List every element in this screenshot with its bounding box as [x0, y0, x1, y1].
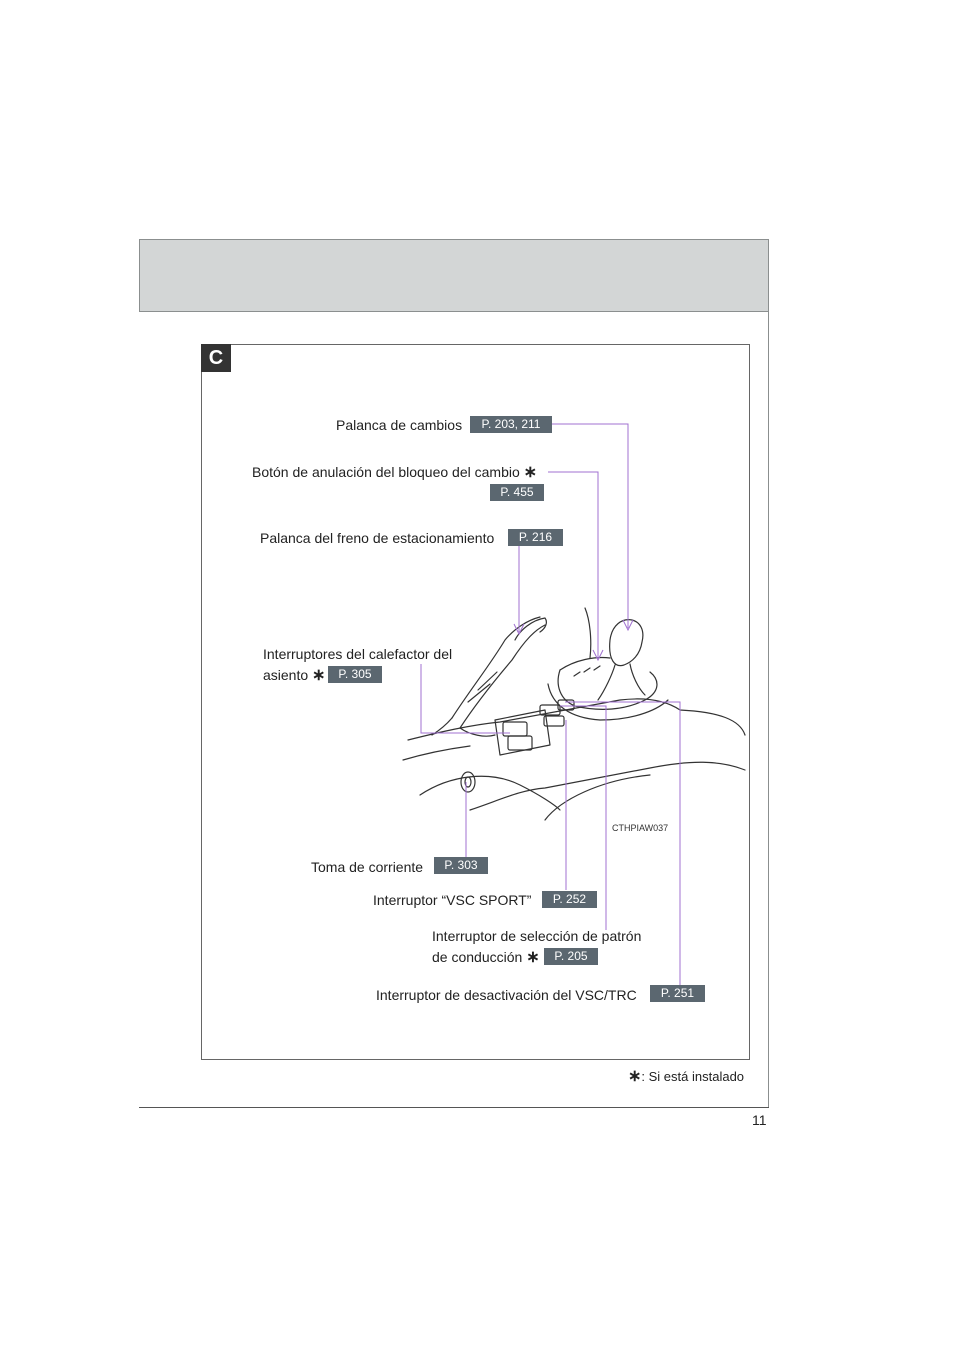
shift-lever-ref[interactable]: P. 203, 211 — [470, 416, 552, 433]
shift-lever-label: Palanca de cambios — [336, 417, 463, 433]
seat-heater-label-line1: Interruptores del calefactor del — [263, 646, 453, 662]
seat-heater-label-line2 — [263, 666, 325, 685]
drive-mode-label-line1: Interruptor de selección de patrón — [432, 928, 642, 944]
seat-heater-text: asiento — [263, 667, 309, 683]
parking-brake-label: Palanca del freno de estacionamiento — [260, 530, 495, 546]
shift-lock-release-text: Botón de anulación del bloqueo del cambio — [252, 464, 520, 480]
drive-mode-text: de conducción — [432, 949, 523, 965]
footnote — [628, 1066, 744, 1086]
vsc-trc-off-ref[interactable]: P. 251 — [650, 985, 705, 1002]
footnote-text: : Si está instalado — [641, 1069, 745, 1084]
vsc-sport-ref[interactable]: P. 252 — [542, 891, 597, 908]
star-icon: ∗ — [523, 464, 538, 481]
star-icon: ∗ — [628, 1068, 642, 1085]
vsc-sport-label: Interruptor “VSC SPORT” — [373, 892, 532, 908]
section-tag: C — [201, 344, 231, 372]
star-icon: ∗ — [526, 949, 540, 966]
power-outlet-ref[interactable]: P. 303 — [434, 857, 488, 874]
drive-mode-label-line2 — [432, 948, 540, 967]
page-number: 11 — [752, 1112, 767, 1128]
image-code: CTHPIAW037 — [612, 823, 669, 833]
seat-heater-ref[interactable]: P. 305 — [328, 666, 382, 683]
shift-lock-release-ref[interactable]: P. 455 — [490, 484, 544, 501]
power-outlet-label: Toma de corriente — [311, 859, 424, 875]
vsc-trc-off-label: Interruptor de desactivación del VSC/TRC — [376, 987, 637, 1003]
drive-mode-ref[interactable]: P. 205 — [544, 948, 598, 965]
shift-lock-release-label — [252, 463, 537, 482]
parking-brake-ref[interactable]: P. 216 — [508, 529, 563, 546]
star-icon: ∗ — [312, 667, 326, 684]
